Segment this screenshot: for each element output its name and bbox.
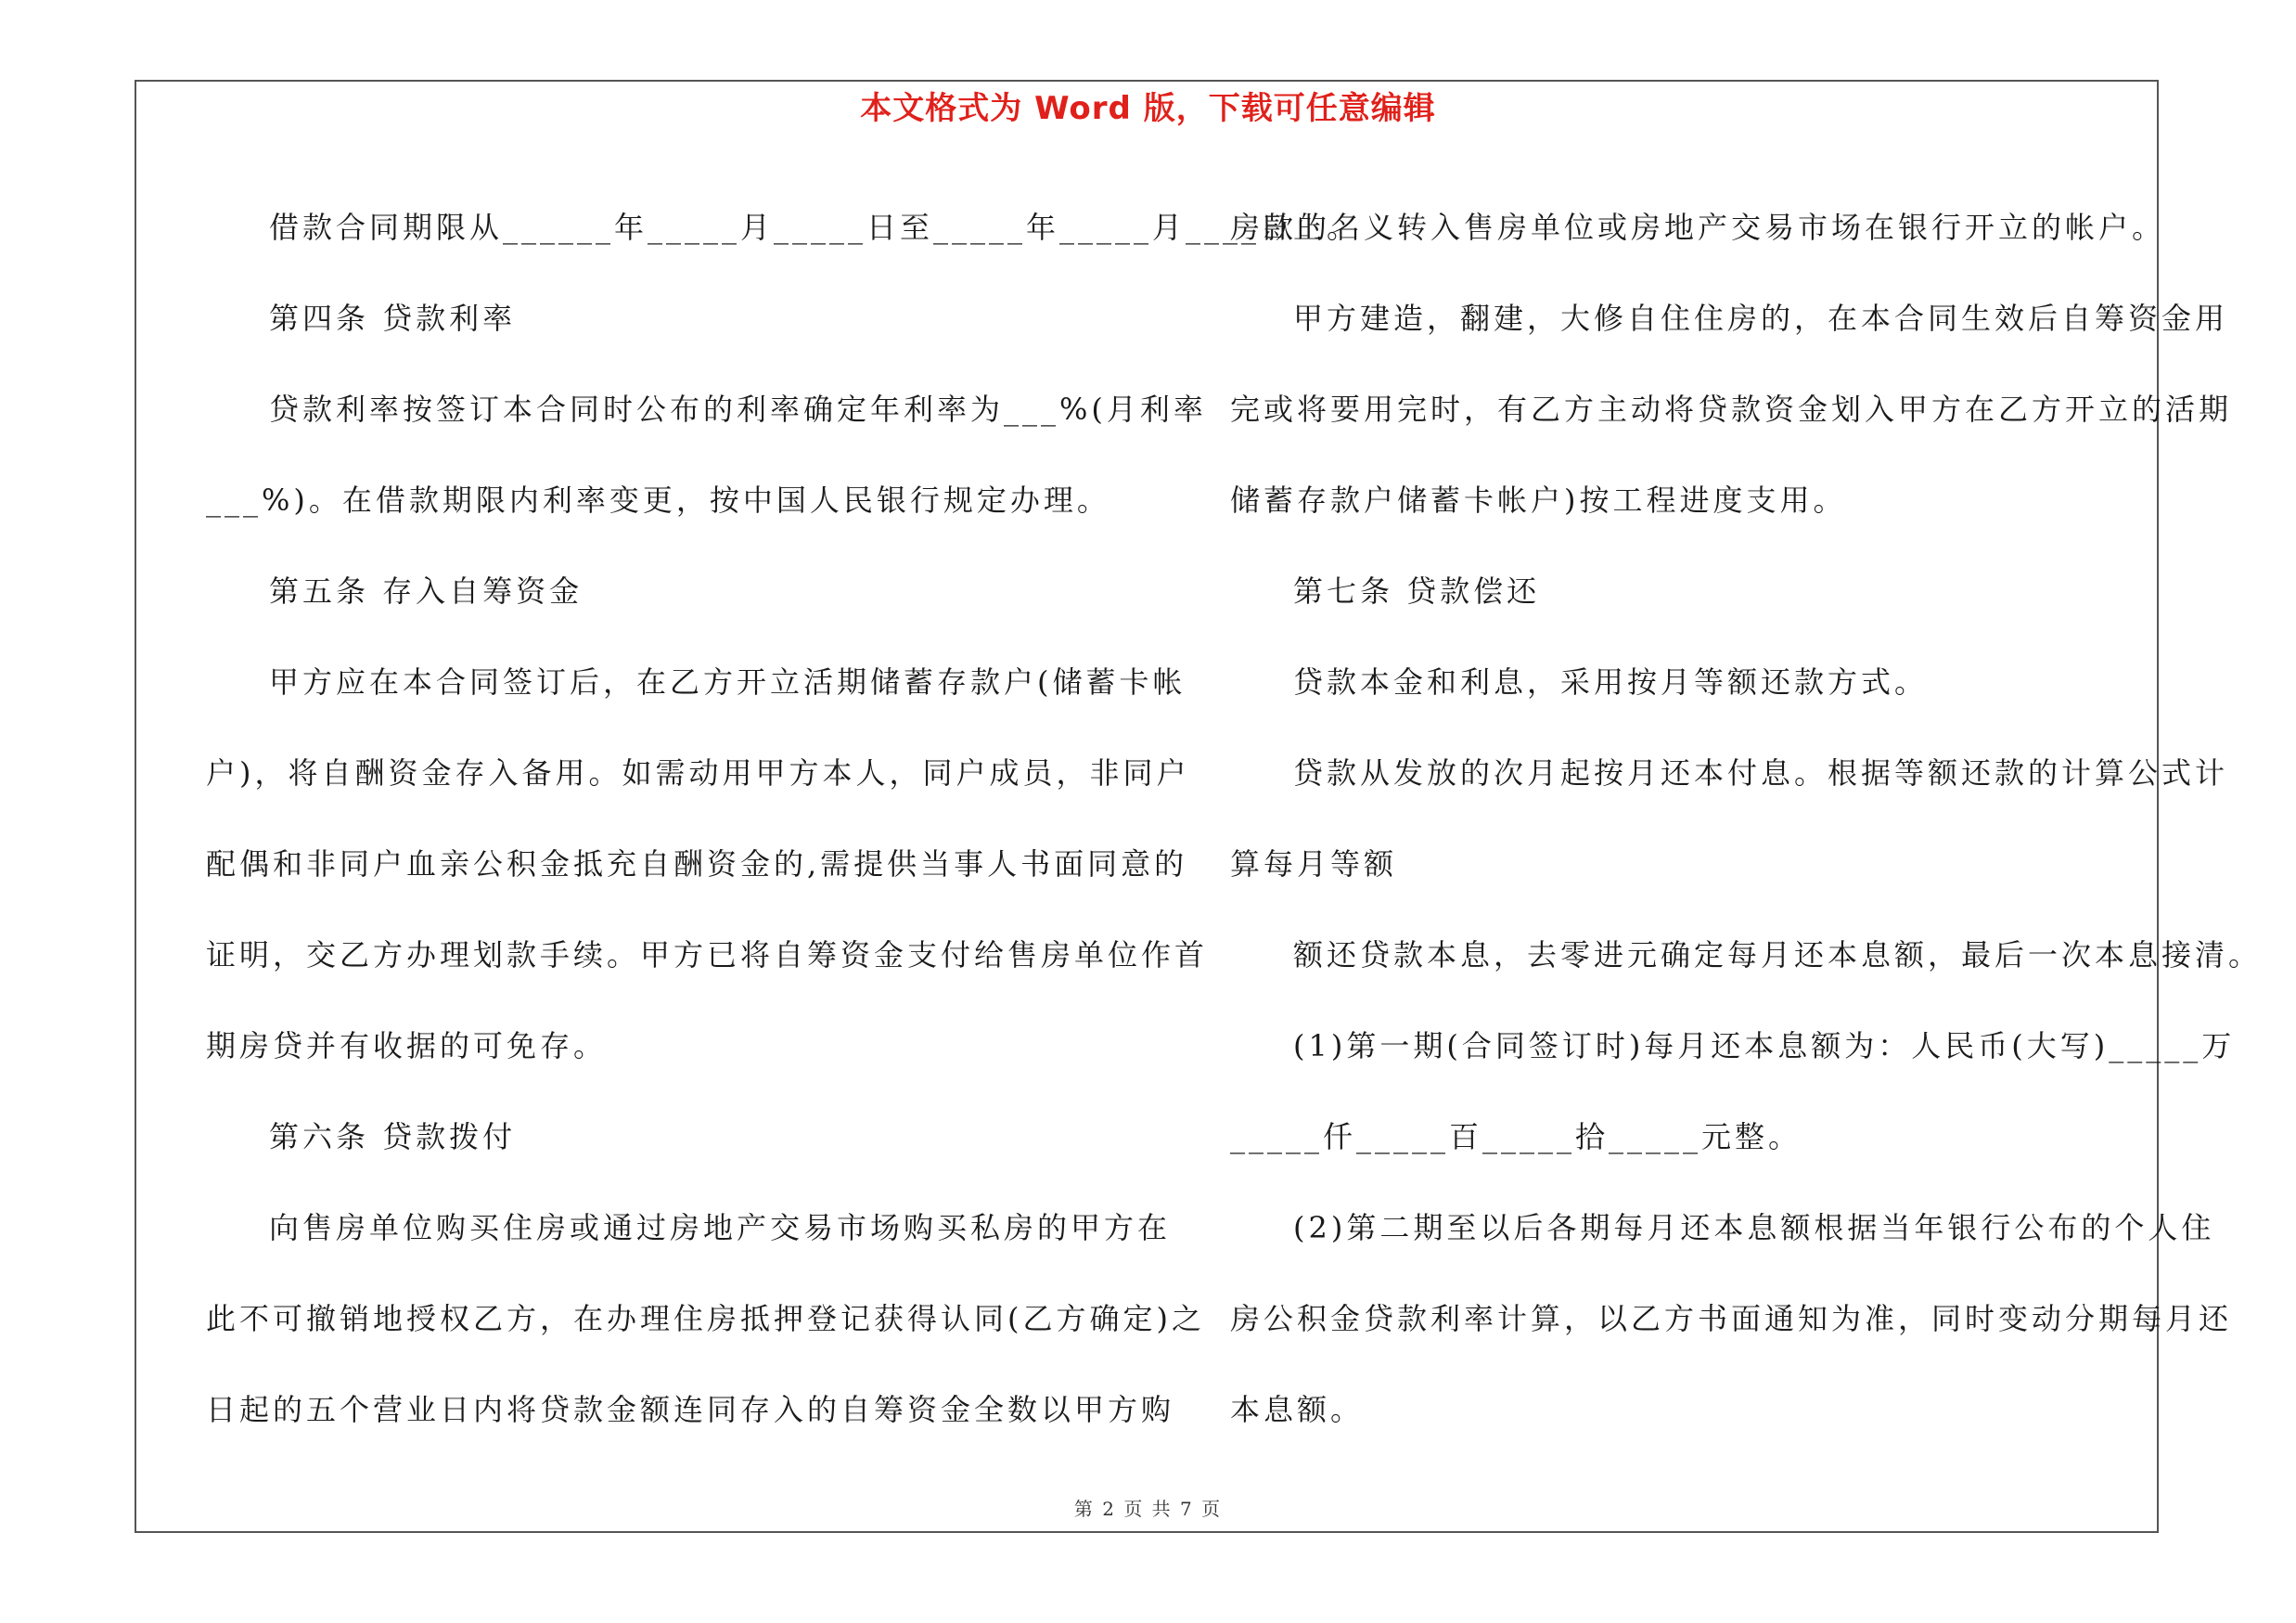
section-heading: 第六条 贷款拨付 [269, 1119, 517, 1154]
paragraph-line: (2)第二期至以后各期每月还本息额根据当年银行公布的个人住 [1293, 1210, 2215, 1245]
format-banner: 本文格式为 Word 版，下载可任意编辑 [860, 90, 1436, 127]
paragraph-line: 完或将要用完时，有乙方主动将贷款资金划入甲方在乙方开立的活期 [1230, 392, 2233, 427]
paragraph-line: 此不可撤销地授权乙方，在办理住房抵押登记获得认同(乙方确定)之 [206, 1301, 1205, 1336]
paragraph-line: 户)，将自酬资金存入备用。如需动用甲方本人，同户成员，非同户 [206, 755, 1190, 791]
paragraph-line: 甲方应在本合同签订后，在乙方开立活期储蓄存款户(储蓄卡帐 [269, 664, 1186, 700]
paragraph-line: 日起的五个营业日内将贷款金额连同存入的自筹资金全数以甲方购 [206, 1392, 1175, 1427]
paragraph-line: 房款的名义转入售房单位或房地产交易市场在银行开立的帐户。 [1230, 210, 2166, 245]
paragraph-line: 储蓄存款户储蓄卡帐户)按工程进度支用。 [1230, 483, 1847, 518]
section-heading: 第五条 存入自筹资金 [269, 573, 584, 609]
paragraph-line: 借款合同期限从______年_____月_____日至_____年_____月____日止。 [269, 210, 1361, 245]
paragraph-line: _____仟_____百_____拾_____元整。 [1230, 1119, 1802, 1154]
section-heading: 第七条 贷款偿还 [1293, 573, 1541, 609]
paragraph-line: 贷款本金和利息，采用按月等额还款方式。 [1293, 664, 1929, 700]
paragraph-line: ___%)。在借款期限内利率变更，按中国人民银行规定办理。 [206, 483, 1110, 518]
paragraph-line: 向售房单位购买住房或通过房地产交易市场购买私房的甲方在 [269, 1210, 1172, 1245]
paragraph-line: 算每月等额 [1230, 846, 1398, 882]
section-heading: 第四条 贷款利率 [269, 301, 517, 336]
paragraph-line: 本息额。 [1230, 1392, 1365, 1427]
page-number: 第 2 页 共 7 页 [1073, 1498, 1223, 1520]
paragraph-line: 房公积金贷款利率计算，以乙方书面通知为准，同时变动分期每月还 [1230, 1301, 2233, 1336]
paragraph-line: 额还贷款本息，去零进元确定每月还本息额，最后一次本息接清。 [1293, 937, 2263, 973]
paragraph-line: 贷款利率按签订本合同时公布的利率确定年利率为___%(月利率 [269, 392, 1207, 427]
paragraph-line: 贷款从发放的次月起按月还本付息。根据等额还款的计算公式计 [1293, 755, 2229, 791]
paragraph-line: 配偶和非同户血亲公积金抵充自酬资金的,需提供当事人书面同意的 [206, 846, 1188, 882]
paragraph-line: (1)第一期(合同签订时)每月还本息额为：人民币(大写)_____万 [1293, 1028, 2236, 1063]
paragraph-line: 证明，交乙方办理划款手续。甲方已将自筹资金支付给售房单位作首 [206, 937, 1209, 973]
right-column [1230, 182, 2263, 1455]
paragraph-line: 甲方建造，翻建，大修自住住房的，在本合同生效后自筹资金用 [1293, 301, 2229, 336]
paragraph-line: 期房贷并有收据的可免存。 [206, 1028, 608, 1063]
